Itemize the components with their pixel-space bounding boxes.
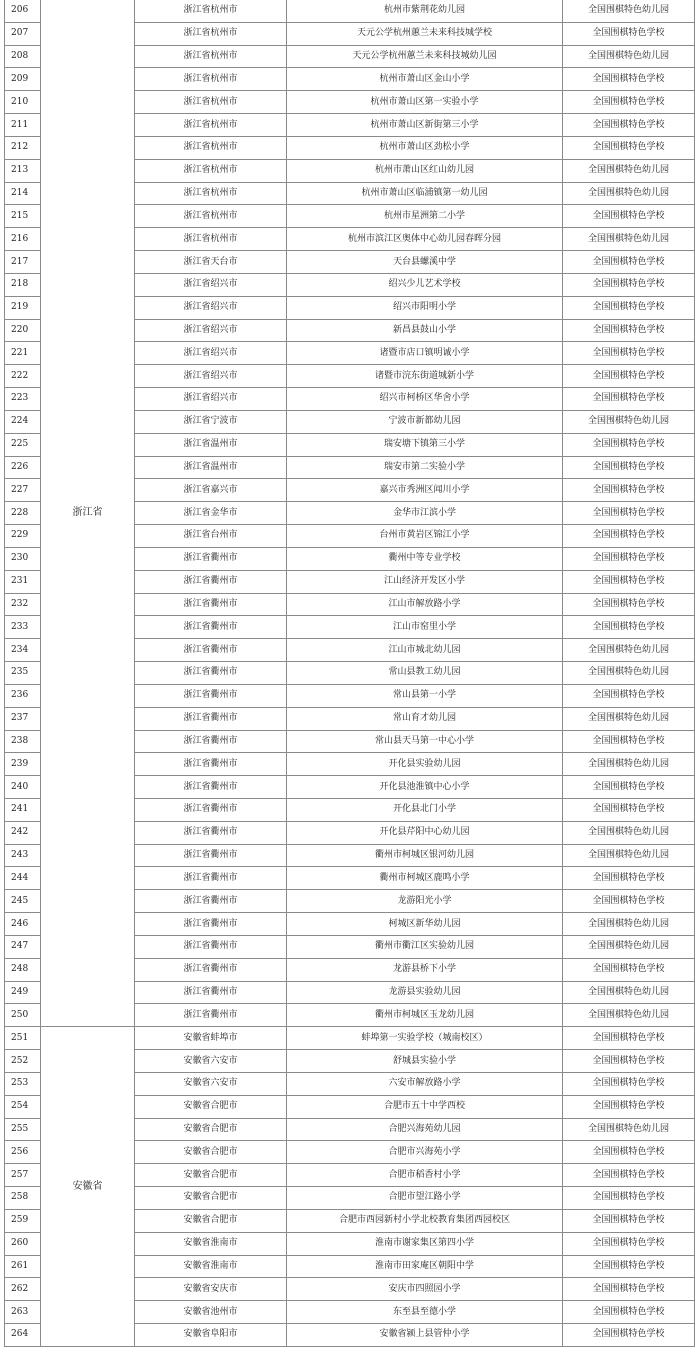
- region-cell: 浙江省衢州市: [135, 616, 287, 639]
- row-number-cell: 242: [5, 821, 41, 844]
- school-name-cell: 衢州市柯城区鹿鸣小学: [287, 867, 563, 890]
- row-number-cell: 222: [5, 365, 41, 388]
- row-number-cell: 220: [5, 319, 41, 342]
- region-cell: 浙江省衢州市: [135, 981, 287, 1004]
- region-cell: 浙江省杭州市: [135, 159, 287, 182]
- category-cell: 全国围棋特色幼儿园: [563, 182, 695, 205]
- row-number-cell: 245: [5, 890, 41, 913]
- school-name-cell: 蚌埠第一实验学校（城南校区）: [287, 1027, 563, 1050]
- region-cell: 安徽省淮南市: [135, 1232, 287, 1255]
- region-cell: 安徽省六安市: [135, 1072, 287, 1095]
- region-cell: 安徽省合肥市: [135, 1141, 287, 1164]
- category-cell: 全国围棋特色学校: [563, 890, 695, 913]
- category-cell: 全国围棋特色学校: [563, 251, 695, 274]
- region-cell: 安徽省安庆市: [135, 1278, 287, 1301]
- row-number-cell: 239: [5, 753, 41, 776]
- region-cell: 浙江省杭州市: [135, 68, 287, 91]
- school-name-cell: 常山育才幼儿园: [287, 707, 563, 730]
- row-number-cell: 234: [5, 639, 41, 662]
- row-number-cell: 243: [5, 844, 41, 867]
- row-number-cell: 248: [5, 958, 41, 981]
- category-cell: 全国围棋特色学校: [563, 1095, 695, 1118]
- school-name-cell: 开化县池淮镇中心小学: [287, 776, 563, 799]
- category-cell: 全国围棋特色幼儿园: [563, 662, 695, 685]
- school-name-cell: 杭州市萧山区劲松小学: [287, 136, 563, 159]
- category-cell: 全国围棋特色学校: [563, 1255, 695, 1278]
- school-name-cell: 杭州市滨江区奥体中心幼儿园春晖分园: [287, 228, 563, 251]
- row-number-cell: 217: [5, 251, 41, 274]
- category-cell: 全国围棋特色学校: [563, 525, 695, 548]
- category-cell: 全国围棋特色学校: [563, 1072, 695, 1095]
- category-cell: 全国围棋特色幼儿园: [563, 1118, 695, 1141]
- row-number-cell: 212: [5, 136, 41, 159]
- region-cell: 浙江省衢州市: [135, 867, 287, 890]
- region-cell: 浙江省衢州市: [135, 707, 287, 730]
- row-number-cell: 264: [5, 1324, 41, 1347]
- row-number-cell: 224: [5, 410, 41, 433]
- school-name-cell: 绍兴少儿艺术学校: [287, 273, 563, 296]
- region-cell: 安徽省合肥市: [135, 1187, 287, 1210]
- row-number-cell: 213: [5, 159, 41, 182]
- category-cell: 全国围棋特色学校: [563, 68, 695, 91]
- region-cell: 浙江省衢州市: [135, 958, 287, 981]
- school-name-cell: 江山市解放路小学: [287, 593, 563, 616]
- row-number-cell: 211: [5, 114, 41, 137]
- category-cell: 全国围棋特色学校: [563, 388, 695, 411]
- category-cell: 全国围棋特色学校: [563, 1141, 695, 1164]
- category-cell: 全国围棋特色学校: [563, 136, 695, 159]
- school-name-cell: 诸暨市浣东街道城新小学: [287, 365, 563, 388]
- region-cell: 浙江省杭州市: [135, 182, 287, 205]
- row-number-cell: 230: [5, 547, 41, 570]
- category-cell: 全国围棋特色幼儿园: [563, 707, 695, 730]
- region-cell: 安徽省六安市: [135, 1050, 287, 1073]
- school-name-cell: 诸暨市店口镇明诚小学: [287, 342, 563, 365]
- category-cell: 全国围棋特色幼儿园: [563, 1004, 695, 1027]
- region-cell: 浙江省杭州市: [135, 91, 287, 114]
- row-number-cell: 261: [5, 1255, 41, 1278]
- school-name-cell: 嘉兴市秀洲区闻川小学: [287, 479, 563, 502]
- category-cell: 全国围棋特色学校: [563, 433, 695, 456]
- row-number-cell: 252: [5, 1050, 41, 1073]
- region-cell: 浙江省衢州市: [135, 662, 287, 685]
- school-name-cell: 杭州市萧山区新街第三小学: [287, 114, 563, 137]
- row-number-cell: 214: [5, 182, 41, 205]
- row-number-cell: 251: [5, 1027, 41, 1050]
- row-number-cell: 233: [5, 616, 41, 639]
- school-name-cell: 柯城区新华幼儿园: [287, 913, 563, 936]
- region-cell: 浙江省衢州市: [135, 890, 287, 913]
- category-cell: 全国围棋特色学校: [563, 593, 695, 616]
- category-cell: 全国围棋特色学校: [563, 798, 695, 821]
- school-name-cell: 衢州市衢江区实验幼儿园: [287, 935, 563, 958]
- category-cell: 全国围棋特色学校: [563, 1278, 695, 1301]
- row-number-cell: 225: [5, 433, 41, 456]
- region-cell: 浙江省衢州市: [135, 913, 287, 936]
- category-cell: 全国围棋特色幼儿园: [563, 639, 695, 662]
- category-cell: 全国围棋特色幼儿园: [563, 0, 695, 22]
- region-cell: 浙江省衢州市: [135, 798, 287, 821]
- row-number-cell: 246: [5, 913, 41, 936]
- row-number-cell: 256: [5, 1141, 41, 1164]
- region-cell: 安徽省合肥市: [135, 1118, 287, 1141]
- category-cell: 全国围棋特色学校: [563, 730, 695, 753]
- region-cell: 浙江省绍兴市: [135, 342, 287, 365]
- row-number-cell: 255: [5, 1118, 41, 1141]
- row-number-cell: 229: [5, 525, 41, 548]
- school-name-cell: 杭州市萧山区金山小学: [287, 68, 563, 91]
- row-number-cell: 236: [5, 684, 41, 707]
- category-cell: 全国围棋特色幼儿园: [563, 981, 695, 1004]
- category-cell: 全国围棋特色学校: [563, 114, 695, 137]
- table-body: [5, 0, 695, 1346]
- region-cell: 浙江省衢州市: [135, 639, 287, 662]
- region-cell: 浙江省衢州市: [135, 593, 287, 616]
- school-name-cell: 舒城县实验小学: [287, 1050, 563, 1073]
- school-name-cell: 绍兴市阳明小学: [287, 296, 563, 319]
- category-cell: 全国围棋特色学校: [563, 616, 695, 639]
- category-cell: 全国围棋特色学校: [563, 296, 695, 319]
- school-name-cell: 台州市黄岩区锦江小学: [287, 525, 563, 548]
- region-cell: 浙江省杭州市: [135, 136, 287, 159]
- school-list-table: [4, 0, 695, 1347]
- region-cell: 浙江省衢州市: [135, 753, 287, 776]
- region-cell: 安徽省合肥市: [135, 1209, 287, 1232]
- school-name-cell: 江山经济开发区小学: [287, 570, 563, 593]
- category-cell: 全国围棋特色幼儿园: [563, 45, 695, 68]
- row-number-cell: 237: [5, 707, 41, 730]
- school-name-cell: 开化县实验幼儿园: [287, 753, 563, 776]
- school-name-cell: 常山县教工幼儿园: [287, 662, 563, 685]
- category-cell: 全国围棋特色学校: [563, 91, 695, 114]
- category-cell: 全国围棋特色学校: [563, 684, 695, 707]
- category-cell: 全国围棋特色幼儿园: [563, 821, 695, 844]
- row-number-cell: 209: [5, 68, 41, 91]
- region-cell: 浙江省杭州市: [135, 0, 287, 22]
- school-name-cell: 江山市城北幼儿园: [287, 639, 563, 662]
- category-cell: 全国围棋特色幼儿园: [563, 753, 695, 776]
- category-cell: 全国围棋特色幼儿园: [563, 913, 695, 936]
- table-row: [5, 1027, 695, 1050]
- region-cell: 浙江省杭州市: [135, 22, 287, 45]
- region-cell: 安徽省淮南市: [135, 1255, 287, 1278]
- region-cell: 浙江省金华市: [135, 502, 287, 525]
- row-number-cell: 260: [5, 1232, 41, 1255]
- school-name-cell: 天元公学杭州蕙兰未来科技城学校: [287, 22, 563, 45]
- school-name-cell: 淮南市谢家集区第四小学: [287, 1232, 563, 1255]
- row-number-cell: 249: [5, 981, 41, 1004]
- school-name-cell: 常山县第一小学: [287, 684, 563, 707]
- category-cell: 全国围棋特色幼儿园: [563, 935, 695, 958]
- region-cell: 浙江省台州市: [135, 525, 287, 548]
- region-cell: 安徽省合肥市: [135, 1164, 287, 1187]
- category-cell: 全国围棋特色学校: [563, 342, 695, 365]
- table-row: [5, 0, 695, 22]
- row-number-cell: 231: [5, 570, 41, 593]
- category-cell: 全国围棋特色学校: [563, 205, 695, 228]
- region-cell: 浙江省杭州市: [135, 114, 287, 137]
- region-cell: 浙江省衢州市: [135, 935, 287, 958]
- row-number-cell: 228: [5, 502, 41, 525]
- row-number-cell: 259: [5, 1209, 41, 1232]
- school-name-cell: 江山市窑里小学: [287, 616, 563, 639]
- school-name-cell: 龙游县实验幼儿园: [287, 981, 563, 1004]
- category-cell: 全国围棋特色学校: [563, 22, 695, 45]
- row-number-cell: 221: [5, 342, 41, 365]
- school-name-cell: 安徽省颍上县管仲小学: [287, 1324, 563, 1347]
- school-name-cell: 天元公学杭州蕙兰未来科技城幼儿园: [287, 45, 563, 68]
- region-cell: 安徽省蚌埠市: [135, 1027, 287, 1050]
- row-number-cell: 257: [5, 1164, 41, 1187]
- category-cell: 全国围棋特色学校: [563, 365, 695, 388]
- category-cell: 全国围棋特色学校: [563, 776, 695, 799]
- category-cell: 全国围棋特色学校: [563, 1164, 695, 1187]
- row-number-cell: 258: [5, 1187, 41, 1210]
- region-cell: 安徽省合肥市: [135, 1095, 287, 1118]
- row-number-cell: 253: [5, 1072, 41, 1095]
- school-name-cell: 天台县螺溪中学: [287, 251, 563, 274]
- category-cell: 全国围棋特色学校: [563, 502, 695, 525]
- category-cell: 全国围棋特色学校: [563, 867, 695, 890]
- school-name-cell: 金华市江滨小学: [287, 502, 563, 525]
- category-cell: 全国围棋特色学校: [563, 958, 695, 981]
- row-number-cell: 241: [5, 798, 41, 821]
- school-name-cell: 开化县北门小学: [287, 798, 563, 821]
- row-number-cell: 210: [5, 91, 41, 114]
- row-number-cell: 206: [5, 0, 41, 22]
- category-cell: 全国围棋特色学校: [563, 1301, 695, 1324]
- row-number-cell: 208: [5, 45, 41, 68]
- school-name-cell: 杭州市星洲第二小学: [287, 205, 563, 228]
- category-cell: 全国围棋特色幼儿园: [563, 844, 695, 867]
- row-number-cell: 254: [5, 1095, 41, 1118]
- row-number-cell: 247: [5, 935, 41, 958]
- school-name-cell: 杭州市萧山区临浦镇第一幼儿园: [287, 182, 563, 205]
- region-cell: 浙江省衢州市: [135, 821, 287, 844]
- category-cell: 全国围棋特色学校: [563, 1324, 695, 1347]
- category-cell: 全国围棋特色幼儿园: [563, 410, 695, 433]
- school-name-cell: 龙游县桥下小学: [287, 958, 563, 981]
- row-number-cell: 262: [5, 1278, 41, 1301]
- row-number-cell: 244: [5, 867, 41, 890]
- region-cell: 浙江省绍兴市: [135, 365, 287, 388]
- region-cell: 浙江省天台市: [135, 251, 287, 274]
- school-name-cell: 宁波市新都幼儿园: [287, 410, 563, 433]
- school-name-cell: 开化县芹阳中心幼儿园: [287, 821, 563, 844]
- school-name-cell: 淮南市田家庵区朝阳中学: [287, 1255, 563, 1278]
- category-cell: 全国围棋特色幼儿园: [563, 228, 695, 251]
- school-name-cell: 合肥市望江路小学: [287, 1187, 563, 1210]
- region-cell: 浙江省衢州市: [135, 1004, 287, 1027]
- region-cell: 浙江省衢州市: [135, 570, 287, 593]
- region-cell: 浙江省宁波市: [135, 410, 287, 433]
- school-name-cell: 合肥市稻香村小学: [287, 1164, 563, 1187]
- region-cell: 浙江省杭州市: [135, 205, 287, 228]
- province-cell: 浙江省: [41, 0, 135, 1027]
- category-cell: 全国围棋特色学校: [563, 547, 695, 570]
- school-name-cell: 绍兴市柯桥区华舍小学: [287, 388, 563, 411]
- category-cell: 全国围棋特色学校: [563, 273, 695, 296]
- region-cell: 浙江省绍兴市: [135, 388, 287, 411]
- row-number-cell: 240: [5, 776, 41, 799]
- region-cell: 浙江省绍兴市: [135, 319, 287, 342]
- school-name-cell: 新昌县鼓山小学: [287, 319, 563, 342]
- school-name-cell: 杭州市萧山区红山幼儿园: [287, 159, 563, 182]
- region-cell: 浙江省衢州市: [135, 684, 287, 707]
- school-name-cell: 合肥兴海苑幼儿园: [287, 1118, 563, 1141]
- school-name-cell: 杭州市紫荆花幼儿园: [287, 0, 563, 22]
- row-number-cell: 216: [5, 228, 41, 251]
- region-cell: 浙江省衢州市: [135, 547, 287, 570]
- school-name-cell: 龙游阳光小学: [287, 890, 563, 913]
- school-name-cell: 六安市解放路小学: [287, 1072, 563, 1095]
- region-cell: 浙江省温州市: [135, 456, 287, 479]
- region-cell: 浙江省嘉兴市: [135, 479, 287, 502]
- category-cell: 全国围棋特色学校: [563, 1187, 695, 1210]
- region-cell: 浙江省温州市: [135, 433, 287, 456]
- category-cell: 全国围棋特色学校: [563, 1027, 695, 1050]
- school-name-cell: 常山县天马第一中心小学: [287, 730, 563, 753]
- category-cell: 全国围棋特色学校: [563, 456, 695, 479]
- region-cell: 浙江省衢州市: [135, 730, 287, 753]
- category-cell: 全国围棋特色学校: [563, 319, 695, 342]
- row-number-cell: 218: [5, 273, 41, 296]
- row-number-cell: 263: [5, 1301, 41, 1324]
- row-number-cell: 232: [5, 593, 41, 616]
- school-name-cell: 合肥市西园新村小学北校教育集团西园校区: [287, 1209, 563, 1232]
- category-cell: 全国围棋特色学校: [563, 1232, 695, 1255]
- row-number-cell: 223: [5, 388, 41, 411]
- province-cell: 安徽省: [41, 1027, 135, 1347]
- school-name-cell: 合肥市兴海苑小学: [287, 1141, 563, 1164]
- region-cell: 浙江省绍兴市: [135, 296, 287, 319]
- school-name-cell: 衢州中等专业学校: [287, 547, 563, 570]
- school-name-cell: 瑞安塘下镇第三小学: [287, 433, 563, 456]
- row-number-cell: 235: [5, 662, 41, 685]
- region-cell: 浙江省杭州市: [135, 228, 287, 251]
- row-number-cell: 215: [5, 205, 41, 228]
- school-name-cell: 衢州市柯城区银河幼儿园: [287, 844, 563, 867]
- category-cell: 全国围棋特色学校: [563, 1050, 695, 1073]
- region-cell: 浙江省绍兴市: [135, 273, 287, 296]
- row-number-cell: 250: [5, 1004, 41, 1027]
- region-cell: 安徽省阜阳市: [135, 1324, 287, 1347]
- region-cell: 浙江省杭州市: [135, 45, 287, 68]
- school-name-cell: 杭州市萧山区第一实验小学: [287, 91, 563, 114]
- region-cell: 浙江省衢州市: [135, 776, 287, 799]
- category-cell: 全国围棋特色学校: [563, 1209, 695, 1232]
- school-name-cell: 合肥市五十中学西校: [287, 1095, 563, 1118]
- school-name-cell: 衢州市柯城区玉龙幼儿园: [287, 1004, 563, 1027]
- row-number-cell: 226: [5, 456, 41, 479]
- row-number-cell: 238: [5, 730, 41, 753]
- category-cell: 全国围棋特色学校: [563, 479, 695, 502]
- region-cell: 浙江省衢州市: [135, 844, 287, 867]
- row-number-cell: 219: [5, 296, 41, 319]
- school-name-cell: 东至县至德小学: [287, 1301, 563, 1324]
- row-number-cell: 227: [5, 479, 41, 502]
- row-number-cell: 207: [5, 22, 41, 45]
- school-name-cell: 安庆市四照园小学: [287, 1278, 563, 1301]
- region-cell: 安徽省池州市: [135, 1301, 287, 1324]
- school-name-cell: 瑞安市第二实验小学: [287, 456, 563, 479]
- category-cell: 全国围棋特色学校: [563, 570, 695, 593]
- category-cell: 全国围棋特色幼儿园: [563, 159, 695, 182]
